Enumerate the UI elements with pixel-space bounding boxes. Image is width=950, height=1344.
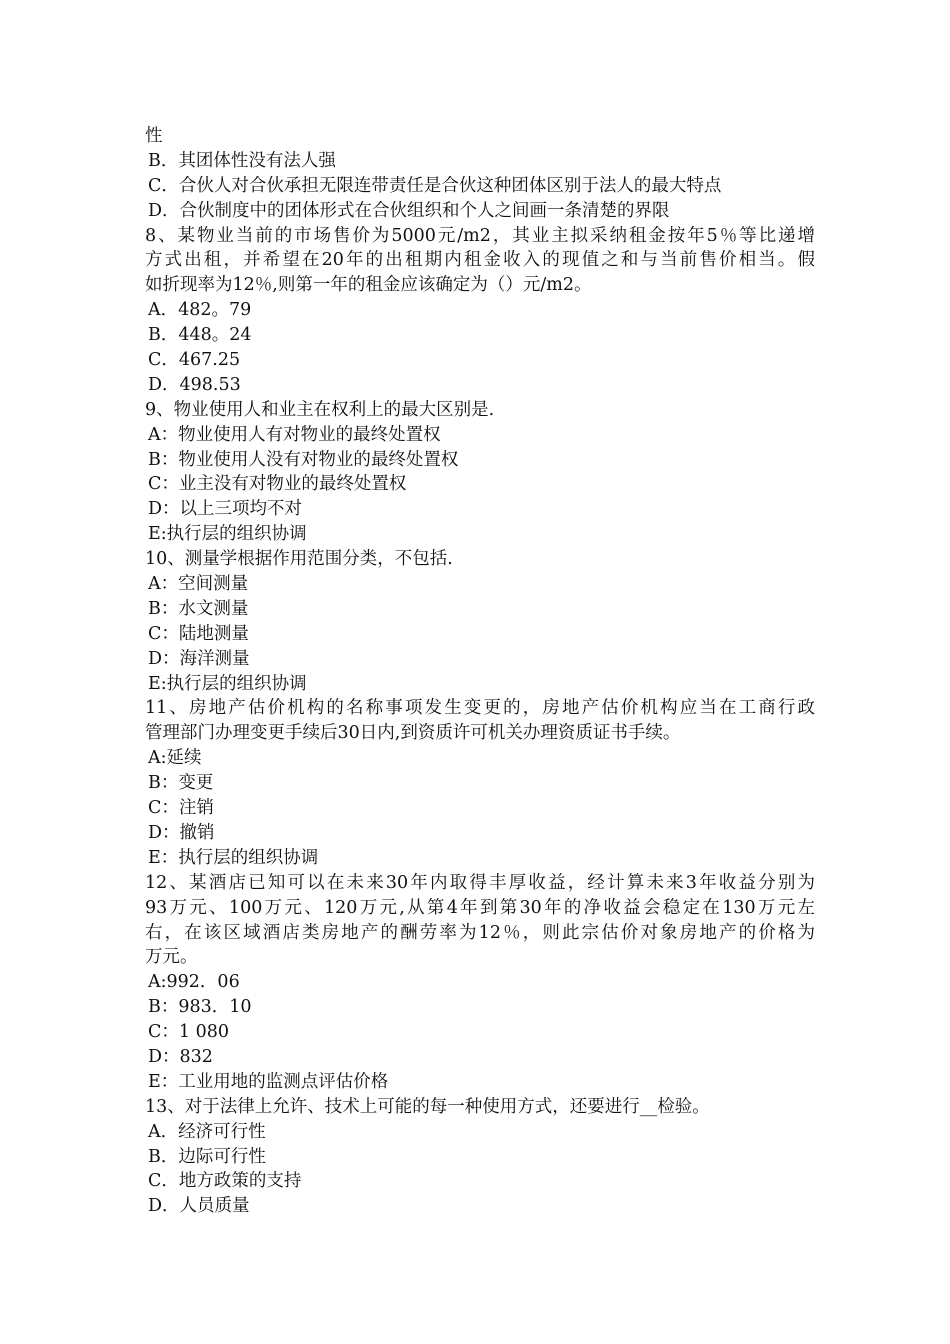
question-line: 11、房地产估价机构的名称事项发生变更的，房地产估价机构应当在工商行政 (145, 698, 815, 719)
option-line: B：变更 (148, 773, 214, 794)
option-line: D：海洋测量 (148, 648, 250, 669)
question-line: 10、测量学根据作用范围分类，不包括. (145, 549, 453, 570)
option-line: B．边际可行性 (148, 1146, 266, 1167)
option-line: E:执行层的组织协调 (148, 673, 307, 694)
document-page (145, 124, 815, 1219)
option-line: C：业主没有对物业的最终处置权 (148, 474, 407, 495)
option-line: C：注销 (148, 798, 214, 819)
option-line: B．448。24 (148, 325, 252, 346)
option-line: A．经济可行性 (148, 1121, 266, 1142)
question-line: 13、对于法律上允许、技术上可能的每一种使用方式，还要进行__检验。 (145, 1096, 710, 1117)
question-line: 右，在该区域酒店类房地产的酬劳率为12％，则此宗估价对象房地产的价格为 (145, 922, 815, 943)
option-line: B：水文测量 (148, 598, 249, 619)
option-line: B：983．10 (148, 997, 252, 1018)
question-line: 如折现率为12％,则第一年的租金应该确定为（）元/m2。 (145, 275, 592, 296)
option-line: C．467.25 (148, 350, 241, 371)
question-line: 管理部门办理变更手续后30日内,到资质许可机关办理资质证书手续。 (145, 723, 681, 744)
question-line: 8、某物业当前的市场售价为5000元/m2，其业主拟采纳租金按年5％等比递增 (145, 225, 815, 246)
question-line: 93万元、100万元、120万元,从第4年到第30年的净收益会稳定在130万元左 (145, 897, 815, 918)
option-line: C．地方政策的支持 (148, 1171, 302, 1192)
option-line: C：陆地测量 (148, 623, 249, 644)
option-line: C．合伙人对合伙承担无限连带责任是合伙这种团体区别于法人的最大特点 (148, 175, 722, 196)
question-line: 12、某酒店已知可以在未来30年内取得丰厚收益，经计算未来3年收益分别为 (145, 872, 815, 893)
option-line: B：物业使用人没有对物业的最终处置权 (148, 449, 459, 470)
option-line: B．其团体性没有法人强 (148, 150, 336, 171)
question-line: 方式出租，并希望在20年的出租期内租金收入的现值之和与当前售价相当。假 (145, 250, 815, 271)
question-line: 万元。 (145, 947, 198, 968)
option-line: E：工业用地的监测点评估价格 (148, 1071, 389, 1092)
option-line: E：执行层的组织协调 (148, 847, 319, 868)
option-line: D：撤销 (148, 822, 215, 843)
option-line: A：空间测量 (148, 574, 249, 595)
option-line: C：1 080 (148, 1022, 229, 1043)
option-line: A．482。79 (148, 300, 252, 321)
option-line: D．人员质量 (148, 1196, 250, 1217)
option-line: E:执行层的组织协调 (148, 524, 307, 545)
option-line: D：以上三项均不对 (148, 499, 303, 520)
option-line: A：物业使用人有对物业的最终处置权 (148, 424, 441, 445)
option-line: D．合伙制度中的团体形式在合伙组织和个人之间画一条清楚的界限 (148, 200, 670, 221)
option-line: A:992．06 (148, 972, 240, 993)
option-line: A:延续 (148, 748, 202, 769)
option-line: D：832 (148, 1046, 213, 1067)
text-line: 性 (145, 126, 163, 146)
question-line: 9、物业使用人和业主在权利上的最大区别是. (145, 399, 495, 420)
option-line: D．498.53 (148, 374, 241, 395)
